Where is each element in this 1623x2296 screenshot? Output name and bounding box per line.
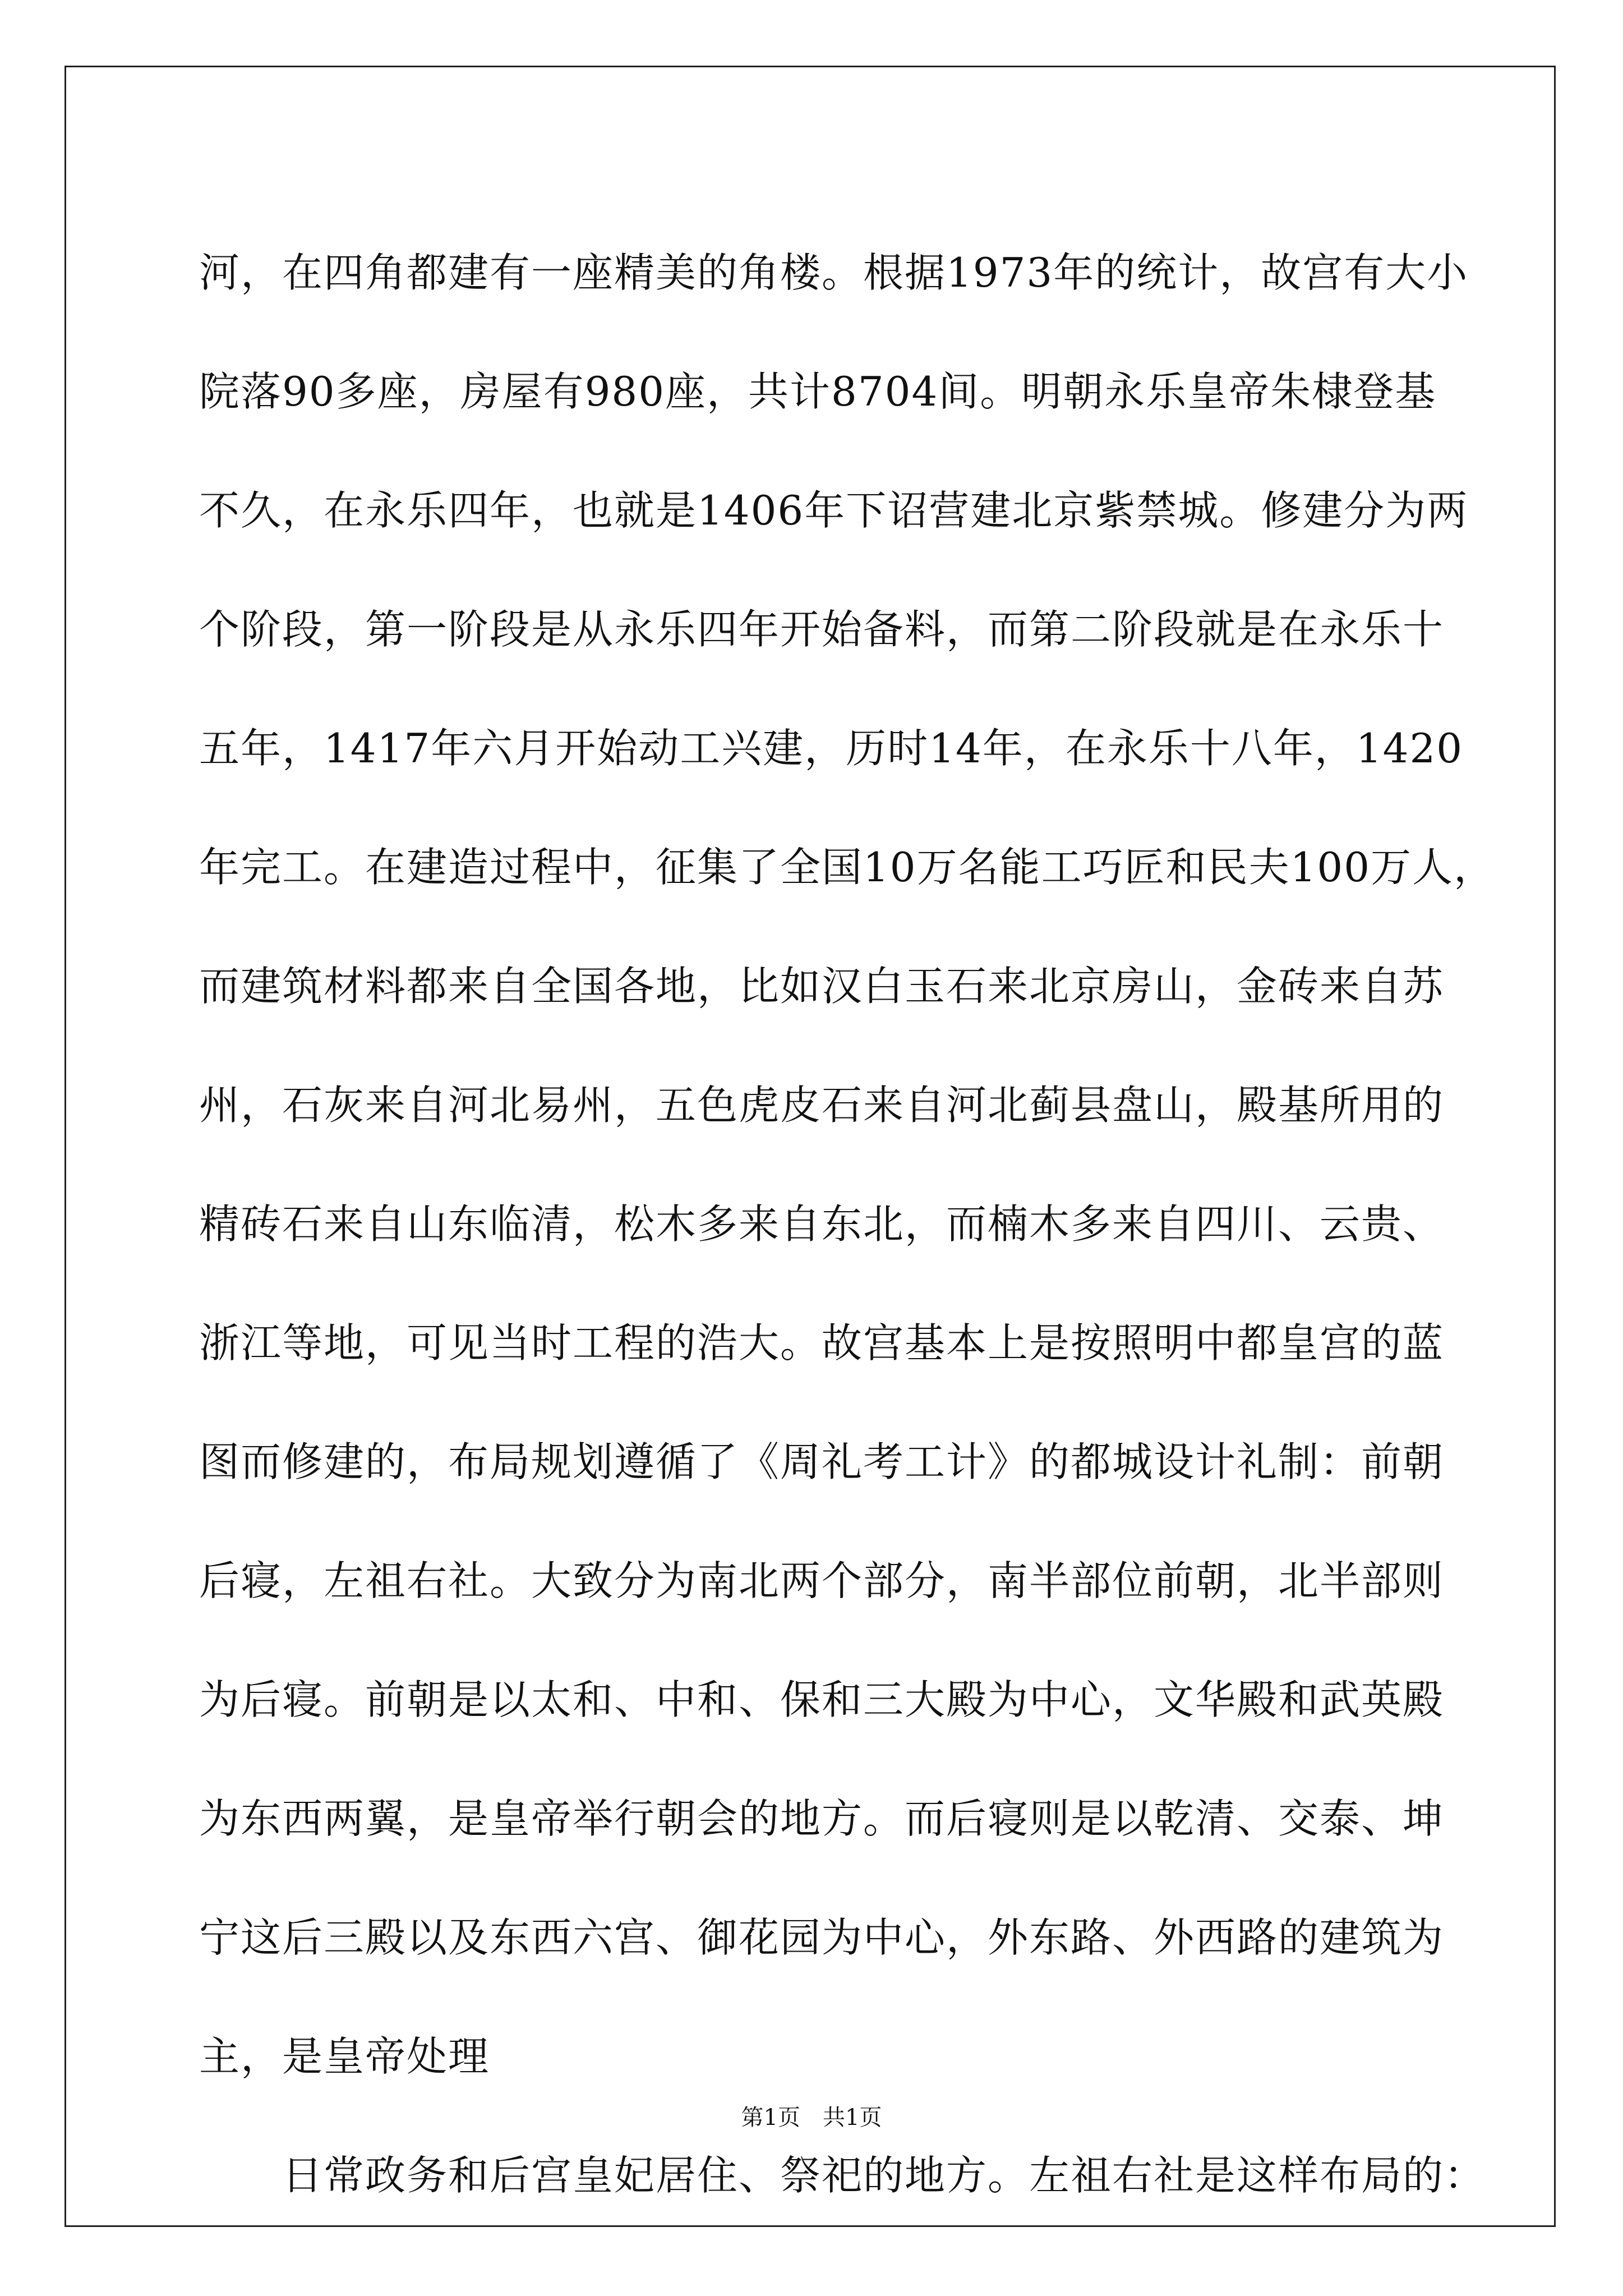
text-line: 而建筑材料都来自全国各地，比如汉白玉石来北京房山，金砖来自苏 xyxy=(199,963,1445,1010)
text-line: 浙江等地，可见当时工程的浩大。故宫基本上是按照明中都皇宫的蓝 xyxy=(199,1319,1445,1366)
paragraph-first-line: 日常政务和后宫皇妃居住、祭祀的地方。左祖右社是这样布局的： xyxy=(282,2152,1486,2199)
text-line: 精砖石来自山东临清，松木多来自东北，而楠木多来自四川、云贵、 xyxy=(199,1200,1445,1248)
document-body xyxy=(199,213,1496,2235)
page-number: 第1页 xyxy=(741,2105,800,2131)
text-line: 图而修建的，布局规划遵循了《周礼考工计》的都城设计礼制：前朝 xyxy=(199,1438,1445,1485)
text-line: 宁这后三殿以及东西六宫、御花园为中心，外东路、外西路的建筑为 xyxy=(199,1914,1445,1961)
text-line: 不久，在永乐四年，也就是1406年下诏营建北京紫禁城。修建分为两 xyxy=(199,487,1469,534)
text-line: 年完工。在建造过程中，征集了全国10万名能工巧匠和民夫100万人， xyxy=(199,844,1496,891)
text-line: 后寝，左祖右社。大致分为南北两个部分，南半部位前朝，北半部则 xyxy=(199,1557,1445,1604)
text-line: 为后寝。前朝是以太和、中和、保和三大殿为中心，文华殿和武英殿 xyxy=(199,1676,1445,1723)
text-line: 五年，1417年六月开始动工兴建，历时14年，在永乐十八年，1420 xyxy=(199,725,1464,772)
text-line: 院落90多座，房屋有980座，共计8704间。明朝永乐皇帝朱棣登基 xyxy=(199,368,1437,415)
text-line: 河，在四角都建有一座精美的角楼。根据1973年的统计，故宫有大小 xyxy=(199,249,1469,296)
page-footer xyxy=(0,2101,1623,2134)
text-line: 个阶段，第一阶段是从永乐四年开始备料，而第二阶段就是在永乐十 xyxy=(199,606,1445,653)
page-total: 共1页 xyxy=(823,2105,882,2131)
text-line: 为东西两翼，是皇帝举行朝会的地方。而后寝则是以乾清、交泰、坤 xyxy=(199,1795,1445,1842)
text-line: 主，是皇帝处理 xyxy=(199,2033,490,2080)
text-line: 州，石灰来自河北易州，五色虎皮石来自河北蓟县盘山，殿基所用的 xyxy=(199,1082,1445,1129)
